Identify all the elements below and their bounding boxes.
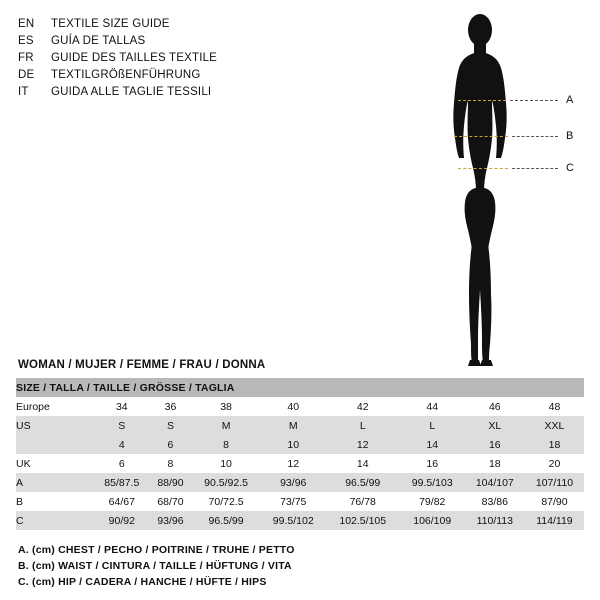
cell: 10 <box>191 454 261 473</box>
hip-measure-line-body <box>458 168 508 169</box>
cell: 85/87.5 <box>94 473 150 492</box>
language-code: IT <box>18 86 29 98</box>
table-header-row <box>16 378 584 397</box>
legend-hip: C. (cm) HIP / CADERA / HANCHE / HÜFTE / HIPS <box>18 576 267 588</box>
language-row-en <box>18 16 318 33</box>
cell: 16 <box>400 454 465 473</box>
cell: 38 <box>191 397 261 416</box>
cell: 93/96 <box>261 473 326 492</box>
cell: 102.5/105 <box>326 511 400 530</box>
cell: XXL <box>525 416 584 435</box>
language-title: GUIDA ALLE TAGLIE TESSILI <box>51 86 212 98</box>
cell: 46 <box>465 397 525 416</box>
cell: L <box>326 416 400 435</box>
cell: 14 <box>400 435 465 454</box>
cell: M <box>191 416 261 435</box>
language-row-de <box>18 67 318 84</box>
hip-marker-label: C <box>566 162 574 174</box>
cell: S <box>150 416 192 435</box>
table-row <box>16 416 584 435</box>
cell: 10 <box>261 435 326 454</box>
female-body-figure <box>430 8 590 368</box>
cell: 42 <box>326 397 400 416</box>
cell: L <box>400 416 465 435</box>
cell: 36 <box>150 397 192 416</box>
table-row <box>16 397 584 416</box>
cell: 64/67 <box>94 492 150 511</box>
cell: 73/75 <box>261 492 326 511</box>
cell: 20 <box>525 454 584 473</box>
language-row-fr <box>18 50 318 67</box>
body-silhouette-icon <box>430 8 590 368</box>
cell: 14 <box>326 454 400 473</box>
cell: 70/72.5 <box>191 492 261 511</box>
table-row <box>16 454 584 473</box>
cell: 106/109 <box>400 511 465 530</box>
cell: 93/96 <box>150 511 192 530</box>
cell: 88/90 <box>150 473 192 492</box>
language-row-es <box>18 33 318 50</box>
cell: 110/113 <box>465 511 525 530</box>
cell: 40 <box>261 397 326 416</box>
cell: XL <box>465 416 525 435</box>
row-label: UK <box>16 454 94 473</box>
legend-waist: B. (cm) WAIST / CINTURA / TAILLE / HÜFTUNG / VITA <box>18 560 292 572</box>
cell: 90.5/92.5 <box>191 473 261 492</box>
waist-measure-line-extend <box>512 136 558 137</box>
language-title: GUIDE DES TAILLES TEXTILE <box>51 52 218 64</box>
language-code: ES <box>18 35 34 47</box>
language-code: EN <box>18 18 35 30</box>
cell: 79/82 <box>400 492 465 511</box>
cell: 48 <box>525 397 584 416</box>
cell: 114/119 <box>525 511 584 530</box>
cell: 104/107 <box>465 473 525 492</box>
cell: 12 <box>261 454 326 473</box>
cell: 6 <box>150 435 192 454</box>
cell: S <box>94 416 150 435</box>
cell: 8 <box>191 435 261 454</box>
table-caption: WOMAN / MUJER / FEMME / FRAU / DONNA <box>18 359 266 371</box>
language-code: FR <box>18 52 34 64</box>
chest-measure-line-extend <box>510 100 558 101</box>
row-label: US <box>16 416 94 435</box>
cell: 87/90 <box>525 492 584 511</box>
cell: 99.5/102 <box>261 511 326 530</box>
cell: 8 <box>150 454 192 473</box>
hip-measure-line-extend <box>512 168 558 169</box>
row-label: B <box>16 492 94 511</box>
row-label: A <box>16 473 94 492</box>
language-list <box>18 16 318 101</box>
language-title: TEXTILGRÖßENFÜHRUNG <box>51 69 201 81</box>
language-title: GUÍA DE TALLAS <box>51 35 146 47</box>
row-label: C <box>16 511 94 530</box>
language-code: DE <box>18 69 35 81</box>
cell: 6 <box>94 454 150 473</box>
legend-chest: A. (cm) CHEST / PECHO / POITRINE / TRUHE / PETTO <box>18 544 295 556</box>
row-label <box>16 435 94 454</box>
cell: 4 <box>94 435 150 454</box>
size-table <box>16 378 584 530</box>
cell: 16 <box>465 435 525 454</box>
cell: 18 <box>525 435 584 454</box>
cell: 76/78 <box>326 492 400 511</box>
table-row <box>16 511 584 530</box>
cell: M <box>261 416 326 435</box>
chest-measure-line-body <box>458 100 506 101</box>
row-label: Europe <box>16 397 94 416</box>
cell: 68/70 <box>150 492 192 511</box>
language-title: TEXTILE SIZE GUIDE <box>51 18 170 30</box>
chest-marker-label: A <box>566 94 574 106</box>
cell: 44 <box>400 397 465 416</box>
language-row-it <box>18 84 318 101</box>
cell: 96.5/99 <box>191 511 261 530</box>
cell: 96.5/99 <box>326 473 400 492</box>
cell: 12 <box>326 435 400 454</box>
cell: 99.5/103 <box>400 473 465 492</box>
cell: 83/86 <box>465 492 525 511</box>
table-header-label: SIZE / TALLA / TAILLE / GRÖSSE / TAGLIA <box>16 381 235 394</box>
table-row <box>16 473 584 492</box>
table-row <box>16 435 584 454</box>
waist-measure-line-body <box>454 136 508 137</box>
table-row <box>16 492 584 511</box>
cell: 34 <box>94 397 150 416</box>
measurement-legend <box>18 542 578 590</box>
cell: 90/92 <box>94 511 150 530</box>
waist-marker-label: B <box>566 130 574 142</box>
cell: 18 <box>465 454 525 473</box>
cell: 107/110 <box>525 473 584 492</box>
